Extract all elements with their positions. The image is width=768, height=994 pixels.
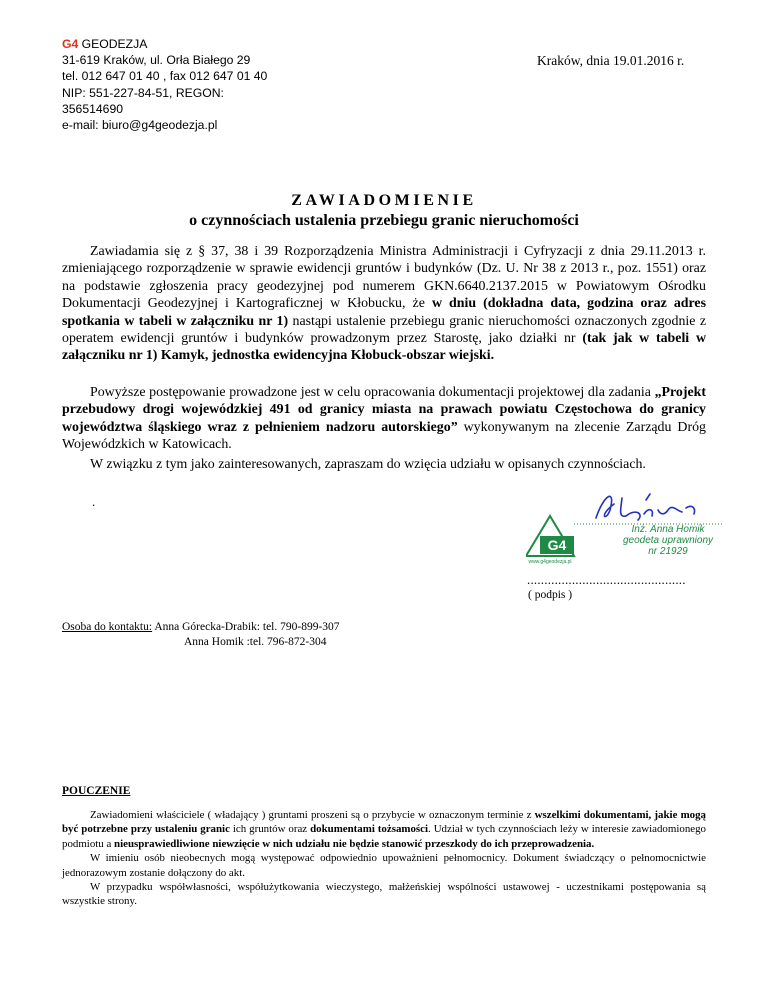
paragraph-invitation: W związku z tym jako zainteresowanych, zapraszam do wzięcia udziału w opisanych czynnościach. — [90, 457, 646, 472]
contact-person-1: Anna Górecka-Drabik: tel. 790-899-307 — [152, 621, 340, 633]
stamp-url: www.g4geodezja.pl — [528, 559, 572, 565]
p1-bold-1: w dniu (dokładna data, godzina oraz adres spotkania w tabeli w załączniku nr 1) — [62, 296, 706, 329]
handwritten-signature — [596, 494, 695, 520]
instr-bold-2: dokumentami tożsamości — [310, 823, 429, 836]
stamp-number: nr 21929 — [648, 546, 688, 557]
instruction-section — [62, 808, 706, 909]
paragraph-purpose — [62, 384, 706, 454]
document-title: ZAWIADOMIENIE — [291, 192, 477, 209]
p1-text-2: nastąpi ustalenie przebiegu granic nieruchomości oznaczonych zgodnie z operatem ewidencji gruntów i budynków prowadzonym przez Starostę, jako działki nr — [62, 313, 706, 347]
document-subtitle: o czynnościach ustalenia przebiegu granic nieruchomości — [189, 212, 579, 229]
brand-name: GEODEZJA — [81, 37, 148, 51]
stamp-title: geodeta uprawniony — [622, 535, 714, 546]
company-name — [62, 36, 322, 52]
instruction-paragraph-2: W imieniu osób nieobecnych mogą występować odpowiednio upoważnieni pełnomocnicy. Dokument świadczący o pełnomocnictwie jednorazowym zostanie dołączony do akt. — [62, 852, 706, 879]
company-address: 31-619 Kraków, ul. Orła Białego 29 — [62, 53, 251, 68]
company-phone: tel. 012 647 01 40 , fax 012 647 01 40 — [62, 69, 268, 84]
contact-section — [62, 620, 340, 650]
company-email: e-mail: biuro@g4geodezja.pl — [62, 118, 218, 133]
brand-g4: G4 — [62, 37, 79, 51]
stamp-logo-text: G4 — [547, 537, 567, 553]
instr-bold-3: nieusprawiedliwione niewzięcie w nich udziału nie będzie stanowić przeszkody do ich przeprowadzenia. — [114, 837, 595, 850]
instruction-heading: POUCZENIE — [62, 785, 131, 797]
company-nip: NIP: 551-227-84-51, REGON: — [62, 85, 224, 100]
instr-bold-1: wszelkimi dokumentami, jakie mogą być potrzebne przy ustaleniu granic — [62, 809, 706, 836]
contact-label: Osoba do kontaktu: — [62, 621, 153, 633]
instr-text-3: . Udział w tych czynnościach leży w interesie zawiadomionego podmiotu a — [62, 823, 706, 850]
surveyor-stamp-image — [526, 486, 722, 566]
contact-person-2: Anna Homik :tel. 796-872-304 — [184, 636, 327, 648]
instr-text-2: ich gruntów oraz — [229, 823, 311, 836]
company-regon: 356514690 — [62, 101, 124, 116]
p2-text-1: Powyższe postępowanie prowadzone jest w celu opracowania dokumentacji projektowej dla zadania — [90, 385, 655, 400]
signature-caption: ( podpis ) — [528, 589, 573, 601]
paragraph-notification — [62, 243, 706, 365]
company-header — [62, 36, 322, 133]
p1-bold-2: (tak jak w tabeli w załączniku nr 1) Kamyk, jednostka ewidencyjna Kłobuck-obszar wiejski. — [62, 331, 706, 364]
stray-dot: . — [92, 494, 96, 509]
instruction-paragraph-1 — [62, 808, 706, 851]
stamp-g4-logo — [526, 516, 574, 565]
instruction-paragraph-3: W przypadku współwłasności, współużytkowania wieczystego, małżeńskiej wspólności ustawowej - uczestnikami postępowania są wszystkie strony. — [62, 881, 706, 908]
p1-text-1: Zawiadamia się z § 37, 38 i 39 Rozporządzenia Ministra Administracji i Cyfryzacji z dnia 29.11.2013 r. zmieniającego rozporządzenie w sprawie ewidencji gruntów i budynków (Dz. U. Nr 38 z 2013 r., poz. 1551) oraz na podstawie zgłoszenia pracy geodezyjnej pod numerem GKN.6640.2137.2015 w Powiatowym Ośrodku Dokumentacji Geodezyjnej i Kartograficznej w Kłobucku, że — [62, 244, 706, 312]
instr-text-1: Zawiadomieni właściciele ( władający ) gruntami proszeni są o przybycie w oznaczonym terminie z — [90, 809, 535, 821]
p2-text-2: wykonywanym na zlecenie Zarządu Dróg Wojewódzkich w Katowicach. — [62, 419, 706, 453]
stamp-name: Inż. Anna Homik — [631, 524, 705, 535]
signature-line: .............................................. — [527, 572, 686, 587]
document-date: Kraków, dnia 19.01.2016 r. — [537, 53, 685, 68]
p2-bold-1: „Projekt przebudowy drogi wojewódzkiej 491 od granicy miasta na prawach powiatu Częstochowa do granicy województwa śląskiego wraz z pełnieniem nadzoru autorskiego” — [62, 385, 706, 435]
